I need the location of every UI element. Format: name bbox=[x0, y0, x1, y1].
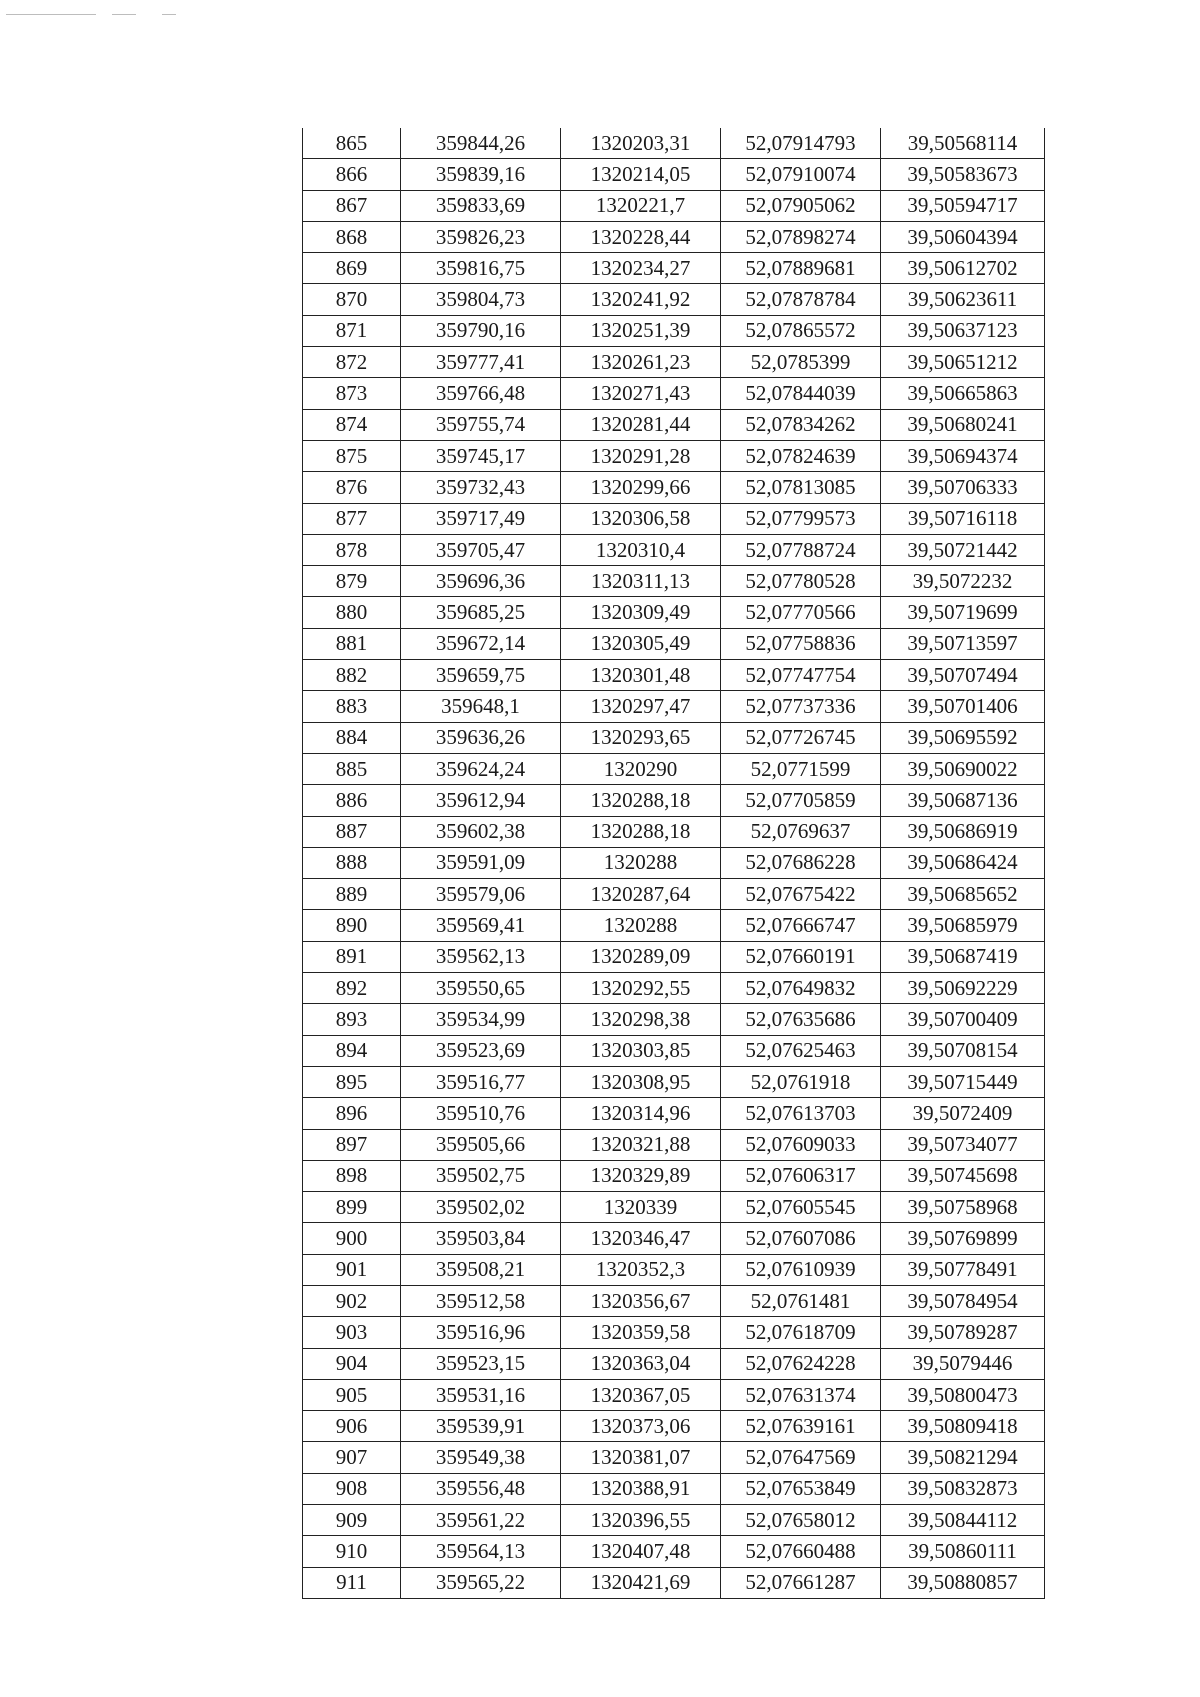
table-row bbox=[303, 1192, 1045, 1223]
latitude-cell: 52,07625463 bbox=[721, 1035, 881, 1066]
y-coordinate-cell: 1320388,91 bbox=[561, 1473, 721, 1504]
x-coordinate-cell: 359561,22 bbox=[401, 1505, 561, 1536]
table-row bbox=[303, 1223, 1045, 1254]
point-number-cell: 907 bbox=[303, 1442, 401, 1473]
x-coordinate-cell: 359648,1 bbox=[401, 691, 561, 722]
longitude-cell: 39,50692229 bbox=[881, 973, 1045, 1004]
y-coordinate-cell: 1320297,47 bbox=[561, 691, 721, 722]
point-number-cell: 897 bbox=[303, 1129, 401, 1160]
table-row bbox=[303, 1254, 1045, 1285]
x-coordinate-cell: 359508,21 bbox=[401, 1254, 561, 1285]
point-number-cell: 889 bbox=[303, 879, 401, 910]
latitude-cell: 52,07660191 bbox=[721, 941, 881, 972]
latitude-cell: 52,07758836 bbox=[721, 628, 881, 659]
point-number-cell: 874 bbox=[303, 409, 401, 440]
longitude-cell: 39,50701406 bbox=[881, 691, 1045, 722]
longitude-cell: 39,50594717 bbox=[881, 190, 1045, 221]
x-coordinate-cell: 359550,65 bbox=[401, 973, 561, 1004]
point-number-cell: 872 bbox=[303, 347, 401, 378]
longitude-cell: 39,50690022 bbox=[881, 753, 1045, 784]
y-coordinate-cell: 1320396,55 bbox=[561, 1505, 721, 1536]
table-row bbox=[303, 221, 1045, 252]
x-coordinate-cell: 359579,06 bbox=[401, 879, 561, 910]
y-coordinate-cell: 1320289,09 bbox=[561, 941, 721, 972]
coordinates-table bbox=[302, 128, 1045, 1599]
point-number-cell: 903 bbox=[303, 1317, 401, 1348]
table-row bbox=[303, 785, 1045, 816]
table-row bbox=[303, 660, 1045, 691]
longitude-cell: 39,50700409 bbox=[881, 1004, 1045, 1035]
point-number-cell: 877 bbox=[303, 503, 401, 534]
x-coordinate-cell: 359591,09 bbox=[401, 847, 561, 878]
y-coordinate-cell: 1320281,44 bbox=[561, 409, 721, 440]
latitude-cell: 52,07770566 bbox=[721, 597, 881, 628]
table-row bbox=[303, 1129, 1045, 1160]
x-coordinate-cell: 359602,38 bbox=[401, 816, 561, 847]
latitude-cell: 52,07910074 bbox=[721, 159, 881, 190]
x-coordinate-cell: 359556,48 bbox=[401, 1473, 561, 1504]
longitude-cell: 39,50821294 bbox=[881, 1442, 1045, 1473]
longitude-cell: 39,50832873 bbox=[881, 1473, 1045, 1504]
y-coordinate-cell: 1320241,92 bbox=[561, 284, 721, 315]
x-coordinate-cell: 359565,22 bbox=[401, 1567, 561, 1598]
point-number-cell: 879 bbox=[303, 566, 401, 597]
y-coordinate-cell: 1320288 bbox=[561, 910, 721, 941]
latitude-cell: 52,07607086 bbox=[721, 1223, 881, 1254]
y-coordinate-cell: 1320292,55 bbox=[561, 973, 721, 1004]
latitude-cell: 52,07605545 bbox=[721, 1192, 881, 1223]
longitude-cell: 39,50778491 bbox=[881, 1254, 1045, 1285]
longitude-cell: 39,50685652 bbox=[881, 879, 1045, 910]
longitude-cell: 39,50719699 bbox=[881, 597, 1045, 628]
x-coordinate-cell: 359516,77 bbox=[401, 1066, 561, 1097]
y-coordinate-cell: 1320373,06 bbox=[561, 1411, 721, 1442]
latitude-cell: 52,07613703 bbox=[721, 1098, 881, 1129]
point-number-cell: 867 bbox=[303, 190, 401, 221]
table-row bbox=[303, 847, 1045, 878]
table-row bbox=[303, 534, 1045, 565]
y-coordinate-cell: 1320381,07 bbox=[561, 1442, 721, 1473]
y-coordinate-cell: 1320314,96 bbox=[561, 1098, 721, 1129]
x-coordinate-cell: 359766,48 bbox=[401, 378, 561, 409]
point-number-cell: 905 bbox=[303, 1379, 401, 1410]
x-coordinate-cell: 359612,94 bbox=[401, 785, 561, 816]
longitude-cell: 39,50612702 bbox=[881, 253, 1045, 284]
point-number-cell: 909 bbox=[303, 1505, 401, 1536]
x-coordinate-cell: 359777,41 bbox=[401, 347, 561, 378]
table-row bbox=[303, 566, 1045, 597]
longitude-cell: 39,50568114 bbox=[881, 128, 1045, 159]
longitude-cell: 39,50707494 bbox=[881, 660, 1045, 691]
point-number-cell: 881 bbox=[303, 628, 401, 659]
point-number-cell: 883 bbox=[303, 691, 401, 722]
table-row bbox=[303, 722, 1045, 753]
longitude-cell: 39,50769899 bbox=[881, 1223, 1045, 1254]
longitude-cell: 39,50623611 bbox=[881, 284, 1045, 315]
x-coordinate-cell: 359705,47 bbox=[401, 534, 561, 565]
x-coordinate-cell: 359732,43 bbox=[401, 472, 561, 503]
longitude-cell: 39,50713597 bbox=[881, 628, 1045, 659]
point-number-cell: 866 bbox=[303, 159, 401, 190]
longitude-cell: 39,50694374 bbox=[881, 440, 1045, 471]
x-coordinate-cell: 359755,74 bbox=[401, 409, 561, 440]
longitude-cell: 39,50651212 bbox=[881, 347, 1045, 378]
x-coordinate-cell: 359503,84 bbox=[401, 1223, 561, 1254]
table-row bbox=[303, 1379, 1045, 1410]
point-number-cell: 870 bbox=[303, 284, 401, 315]
x-coordinate-cell: 359523,15 bbox=[401, 1348, 561, 1379]
y-coordinate-cell: 1320290 bbox=[561, 753, 721, 784]
x-coordinate-cell: 359516,96 bbox=[401, 1317, 561, 1348]
point-number-cell: 892 bbox=[303, 973, 401, 1004]
x-coordinate-cell: 359624,24 bbox=[401, 753, 561, 784]
table-row bbox=[303, 284, 1045, 315]
point-number-cell: 887 bbox=[303, 816, 401, 847]
latitude-cell: 52,0761481 bbox=[721, 1285, 881, 1316]
latitude-cell: 52,07788724 bbox=[721, 534, 881, 565]
scan-artifact bbox=[112, 14, 136, 15]
longitude-cell: 39,50758968 bbox=[881, 1192, 1045, 1223]
y-coordinate-cell: 1320251,39 bbox=[561, 315, 721, 346]
longitude-cell: 39,50706333 bbox=[881, 472, 1045, 503]
point-number-cell: 869 bbox=[303, 253, 401, 284]
latitude-cell: 52,07878784 bbox=[721, 284, 881, 315]
y-coordinate-cell: 1320234,27 bbox=[561, 253, 721, 284]
table-row bbox=[303, 1473, 1045, 1504]
y-coordinate-cell: 1320287,64 bbox=[561, 879, 721, 910]
longitude-cell: 39,50860111 bbox=[881, 1536, 1045, 1567]
y-coordinate-cell: 1320301,48 bbox=[561, 660, 721, 691]
scan-artifact bbox=[162, 14, 176, 15]
latitude-cell: 52,07834262 bbox=[721, 409, 881, 440]
point-number-cell: 901 bbox=[303, 1254, 401, 1285]
point-number-cell: 878 bbox=[303, 534, 401, 565]
y-coordinate-cell: 1320329,89 bbox=[561, 1160, 721, 1191]
latitude-cell: 52,07905062 bbox=[721, 190, 881, 221]
table-row bbox=[303, 1317, 1045, 1348]
latitude-cell: 52,07747754 bbox=[721, 660, 881, 691]
latitude-cell: 52,07914793 bbox=[721, 128, 881, 159]
table-row bbox=[303, 347, 1045, 378]
table-row bbox=[303, 409, 1045, 440]
x-coordinate-cell: 359833,69 bbox=[401, 190, 561, 221]
table-body bbox=[303, 128, 1045, 1598]
point-number-cell: 884 bbox=[303, 722, 401, 753]
y-coordinate-cell: 1320407,48 bbox=[561, 1536, 721, 1567]
longitude-cell: 39,50734077 bbox=[881, 1129, 1045, 1160]
longitude-cell: 39,50844112 bbox=[881, 1505, 1045, 1536]
latitude-cell: 52,0769637 bbox=[721, 816, 881, 847]
table-row bbox=[303, 159, 1045, 190]
table-row bbox=[303, 253, 1045, 284]
y-coordinate-cell: 1320261,23 bbox=[561, 347, 721, 378]
table-row bbox=[303, 472, 1045, 503]
table-row bbox=[303, 1004, 1045, 1035]
point-number-cell: 911 bbox=[303, 1567, 401, 1598]
longitude-cell: 39,5072232 bbox=[881, 566, 1045, 597]
x-coordinate-cell: 359502,75 bbox=[401, 1160, 561, 1191]
y-coordinate-cell: 1320321,88 bbox=[561, 1129, 721, 1160]
x-coordinate-cell: 359696,36 bbox=[401, 566, 561, 597]
x-coordinate-cell: 359512,58 bbox=[401, 1285, 561, 1316]
latitude-cell: 52,07686228 bbox=[721, 847, 881, 878]
point-number-cell: 888 bbox=[303, 847, 401, 878]
table-row bbox=[303, 128, 1045, 159]
table-row bbox=[303, 1160, 1045, 1191]
latitude-cell: 52,07647569 bbox=[721, 1442, 881, 1473]
point-number-cell: 893 bbox=[303, 1004, 401, 1035]
y-coordinate-cell: 1320309,49 bbox=[561, 597, 721, 628]
y-coordinate-cell: 1320352,3 bbox=[561, 1254, 721, 1285]
x-coordinate-cell: 359562,13 bbox=[401, 941, 561, 972]
point-number-cell: 890 bbox=[303, 910, 401, 941]
x-coordinate-cell: 359816,75 bbox=[401, 253, 561, 284]
table-row bbox=[303, 1505, 1045, 1536]
point-number-cell: 894 bbox=[303, 1035, 401, 1066]
table-row bbox=[303, 816, 1045, 847]
x-coordinate-cell: 359685,25 bbox=[401, 597, 561, 628]
longitude-cell: 39,50637123 bbox=[881, 315, 1045, 346]
longitude-cell: 39,50687419 bbox=[881, 941, 1045, 972]
point-number-cell: 896 bbox=[303, 1098, 401, 1129]
point-number-cell: 895 bbox=[303, 1066, 401, 1097]
x-coordinate-cell: 359790,16 bbox=[401, 315, 561, 346]
table-row bbox=[303, 973, 1045, 1004]
x-coordinate-cell: 359510,76 bbox=[401, 1098, 561, 1129]
table-row bbox=[303, 1035, 1045, 1066]
latitude-cell: 52,0785399 bbox=[721, 347, 881, 378]
y-coordinate-cell: 1320363,04 bbox=[561, 1348, 721, 1379]
point-number-cell: 882 bbox=[303, 660, 401, 691]
latitude-cell: 52,07675422 bbox=[721, 879, 881, 910]
latitude-cell: 52,07889681 bbox=[721, 253, 881, 284]
y-coordinate-cell: 1320367,05 bbox=[561, 1379, 721, 1410]
longitude-cell: 39,50716118 bbox=[881, 503, 1045, 534]
table-row bbox=[303, 440, 1045, 471]
longitude-cell: 39,50809418 bbox=[881, 1411, 1045, 1442]
longitude-cell: 39,5072409 bbox=[881, 1098, 1045, 1129]
longitude-cell: 39,50784954 bbox=[881, 1285, 1045, 1316]
y-coordinate-cell: 1320288,18 bbox=[561, 816, 721, 847]
y-coordinate-cell: 1320288 bbox=[561, 847, 721, 878]
x-coordinate-cell: 359804,73 bbox=[401, 284, 561, 315]
point-number-cell: 906 bbox=[303, 1411, 401, 1442]
point-number-cell: 876 bbox=[303, 472, 401, 503]
longitude-cell: 39,50800473 bbox=[881, 1379, 1045, 1410]
latitude-cell: 52,07705859 bbox=[721, 785, 881, 816]
table-row bbox=[303, 910, 1045, 941]
longitude-cell: 39,50686424 bbox=[881, 847, 1045, 878]
longitude-cell: 39,50665863 bbox=[881, 378, 1045, 409]
latitude-cell: 52,07606317 bbox=[721, 1160, 881, 1191]
latitude-cell: 52,07799573 bbox=[721, 503, 881, 534]
longitude-cell: 39,50687136 bbox=[881, 785, 1045, 816]
y-coordinate-cell: 1320339 bbox=[561, 1192, 721, 1223]
x-coordinate-cell: 359549,38 bbox=[401, 1442, 561, 1473]
longitude-cell: 39,50680241 bbox=[881, 409, 1045, 440]
latitude-cell: 52,0771599 bbox=[721, 753, 881, 784]
longitude-cell: 39,50686919 bbox=[881, 816, 1045, 847]
latitude-cell: 52,07824639 bbox=[721, 440, 881, 471]
y-coordinate-cell: 1320356,67 bbox=[561, 1285, 721, 1316]
y-coordinate-cell: 1320359,58 bbox=[561, 1317, 721, 1348]
longitude-cell: 39,50745698 bbox=[881, 1160, 1045, 1191]
scan-artifact bbox=[6, 14, 96, 15]
point-number-cell: 902 bbox=[303, 1285, 401, 1316]
table-row bbox=[303, 597, 1045, 628]
longitude-cell: 39,50789287 bbox=[881, 1317, 1045, 1348]
y-coordinate-cell: 1320214,05 bbox=[561, 159, 721, 190]
x-coordinate-cell: 359564,13 bbox=[401, 1536, 561, 1567]
latitude-cell: 52,07898274 bbox=[721, 221, 881, 252]
y-coordinate-cell: 1320221,7 bbox=[561, 190, 721, 221]
latitude-cell: 52,07780528 bbox=[721, 566, 881, 597]
latitude-cell: 52,07631374 bbox=[721, 1379, 881, 1410]
x-coordinate-cell: 359839,16 bbox=[401, 159, 561, 190]
y-coordinate-cell: 1320346,47 bbox=[561, 1223, 721, 1254]
table-row bbox=[303, 1567, 1045, 1598]
point-number-cell: 891 bbox=[303, 941, 401, 972]
table-row bbox=[303, 1442, 1045, 1473]
x-coordinate-cell: 359672,14 bbox=[401, 628, 561, 659]
latitude-cell: 52,07609033 bbox=[721, 1129, 881, 1160]
x-coordinate-cell: 359534,99 bbox=[401, 1004, 561, 1035]
y-coordinate-cell: 1320298,38 bbox=[561, 1004, 721, 1035]
table-row bbox=[303, 1348, 1045, 1379]
table-row bbox=[303, 503, 1045, 534]
x-coordinate-cell: 359523,69 bbox=[401, 1035, 561, 1066]
point-number-cell: 910 bbox=[303, 1536, 401, 1567]
point-number-cell: 880 bbox=[303, 597, 401, 628]
longitude-cell: 39,50708154 bbox=[881, 1035, 1045, 1066]
latitude-cell: 52,07726745 bbox=[721, 722, 881, 753]
latitude-cell: 52,07844039 bbox=[721, 378, 881, 409]
table-row bbox=[303, 1098, 1045, 1129]
y-coordinate-cell: 1320293,65 bbox=[561, 722, 721, 753]
y-coordinate-cell: 1320308,95 bbox=[561, 1066, 721, 1097]
x-coordinate-cell: 359502,02 bbox=[401, 1192, 561, 1223]
latitude-cell: 52,07737336 bbox=[721, 691, 881, 722]
x-coordinate-cell: 359717,49 bbox=[401, 503, 561, 534]
latitude-cell: 52,07660488 bbox=[721, 1536, 881, 1567]
x-coordinate-cell: 359505,66 bbox=[401, 1129, 561, 1160]
point-number-cell: 865 bbox=[303, 128, 401, 159]
x-coordinate-cell: 359659,75 bbox=[401, 660, 561, 691]
x-coordinate-cell: 359826,23 bbox=[401, 221, 561, 252]
longitude-cell: 39,50685979 bbox=[881, 910, 1045, 941]
latitude-cell: 52,07639161 bbox=[721, 1411, 881, 1442]
point-number-cell: 868 bbox=[303, 221, 401, 252]
latitude-cell: 52,07658012 bbox=[721, 1505, 881, 1536]
point-number-cell: 908 bbox=[303, 1473, 401, 1504]
table-row bbox=[303, 1411, 1045, 1442]
y-coordinate-cell: 1320303,85 bbox=[561, 1035, 721, 1066]
y-coordinate-cell: 1320305,49 bbox=[561, 628, 721, 659]
table-row bbox=[303, 1536, 1045, 1567]
x-coordinate-cell: 359745,17 bbox=[401, 440, 561, 471]
y-coordinate-cell: 1320203,31 bbox=[561, 128, 721, 159]
latitude-cell: 52,07865572 bbox=[721, 315, 881, 346]
longitude-cell: 39,50715449 bbox=[881, 1066, 1045, 1097]
longitude-cell: 39,50604394 bbox=[881, 221, 1045, 252]
latitude-cell: 52,07653849 bbox=[721, 1473, 881, 1504]
table-row bbox=[303, 378, 1045, 409]
x-coordinate-cell: 359531,16 bbox=[401, 1379, 561, 1410]
point-number-cell: 900 bbox=[303, 1223, 401, 1254]
table-row bbox=[303, 691, 1045, 722]
x-coordinate-cell: 359636,26 bbox=[401, 722, 561, 753]
table-row bbox=[303, 753, 1045, 784]
latitude-cell: 52,07666747 bbox=[721, 910, 881, 941]
y-coordinate-cell: 1320311,13 bbox=[561, 566, 721, 597]
longitude-cell: 39,50695592 bbox=[881, 722, 1045, 753]
latitude-cell: 52,07661287 bbox=[721, 1567, 881, 1598]
longitude-cell: 39,5079446 bbox=[881, 1348, 1045, 1379]
table-row bbox=[303, 628, 1045, 659]
y-coordinate-cell: 1320291,28 bbox=[561, 440, 721, 471]
y-coordinate-cell: 1320228,44 bbox=[561, 221, 721, 252]
latitude-cell: 52,07635686 bbox=[721, 1004, 881, 1035]
y-coordinate-cell: 1320271,43 bbox=[561, 378, 721, 409]
point-number-cell: 898 bbox=[303, 1160, 401, 1191]
latitude-cell: 52,07618709 bbox=[721, 1317, 881, 1348]
x-coordinate-cell: 359569,41 bbox=[401, 910, 561, 941]
longitude-cell: 39,50880857 bbox=[881, 1567, 1045, 1598]
latitude-cell: 52,0761918 bbox=[721, 1066, 881, 1097]
longitude-cell: 39,50721442 bbox=[881, 534, 1045, 565]
latitude-cell: 52,07649832 bbox=[721, 973, 881, 1004]
latitude-cell: 52,07624228 bbox=[721, 1348, 881, 1379]
table-row bbox=[303, 190, 1045, 221]
table-row bbox=[303, 1066, 1045, 1097]
longitude-cell: 39,50583673 bbox=[881, 159, 1045, 190]
point-number-cell: 871 bbox=[303, 315, 401, 346]
x-coordinate-cell: 359539,91 bbox=[401, 1411, 561, 1442]
point-number-cell: 875 bbox=[303, 440, 401, 471]
table-row bbox=[303, 879, 1045, 910]
latitude-cell: 52,07610939 bbox=[721, 1254, 881, 1285]
y-coordinate-cell: 1320288,18 bbox=[561, 785, 721, 816]
table-row bbox=[303, 941, 1045, 972]
y-coordinate-cell: 1320310,4 bbox=[561, 534, 721, 565]
point-number-cell: 899 bbox=[303, 1192, 401, 1223]
y-coordinate-cell: 1320299,66 bbox=[561, 472, 721, 503]
point-number-cell: 885 bbox=[303, 753, 401, 784]
y-coordinate-cell: 1320306,58 bbox=[561, 503, 721, 534]
x-coordinate-cell: 359844,26 bbox=[401, 128, 561, 159]
point-number-cell: 904 bbox=[303, 1348, 401, 1379]
table-row bbox=[303, 1285, 1045, 1316]
point-number-cell: 873 bbox=[303, 378, 401, 409]
point-number-cell: 886 bbox=[303, 785, 401, 816]
table-row bbox=[303, 315, 1045, 346]
y-coordinate-cell: 1320421,69 bbox=[561, 1567, 721, 1598]
latitude-cell: 52,07813085 bbox=[721, 472, 881, 503]
